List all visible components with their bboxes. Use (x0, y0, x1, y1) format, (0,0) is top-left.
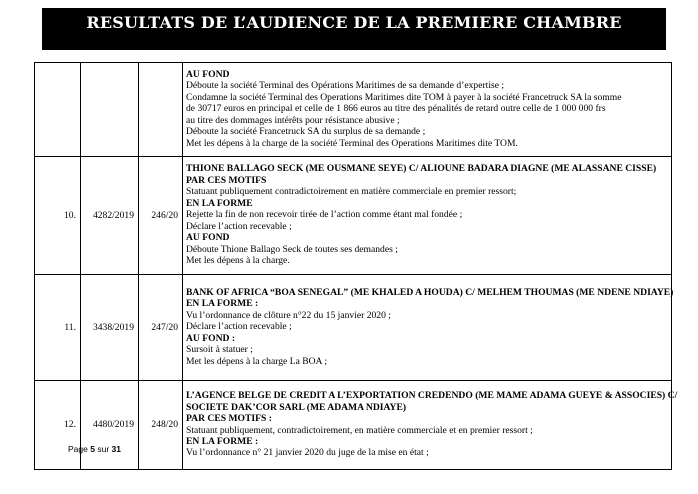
decision-line: de 30717 euros en principal et celle de 1 866 euros au titre des pénalités de retard outre celle de 1 000 000 frs (186, 103, 606, 115)
decision-heading: AU FOND (186, 68, 230, 80)
decision-line: Déboute la société Francetruck SA du surplus de sa demande ; (186, 126, 426, 138)
decision-line: Sursoit à statuer ; (186, 344, 253, 356)
decision-heading: PAR CES MOTIFS : (186, 413, 272, 425)
decision-text (183, 275, 672, 381)
decision-line: Vu l’ordonnance de clôture n°22 du 15 janvier 2020 ; (186, 309, 391, 321)
repertoire-number (139, 63, 183, 157)
row-number: 12. (35, 381, 81, 470)
rg-number: 4282/2019 (81, 157, 139, 275)
decision-heading: PAR CES MOTIFS (186, 174, 267, 186)
decision-text (183, 157, 672, 275)
decision-line: Met les dépens à la charge de la société Terminal des Operations Maritimes dite TOM. (186, 137, 518, 149)
decision-line: Déboute la société Terminal des Opérations Maritimes de sa demande d’expertise ; (186, 80, 505, 92)
row-number: 10. (35, 157, 81, 275)
page-title-banner (42, 8, 666, 50)
decision-heading: AU FOND : (186, 332, 236, 344)
decision-line: au titre des dommages intérêts pour résistance abusive ; (186, 114, 400, 126)
decision-line: Déboute Thione Ballago Seck de toutes ses demandes ; (186, 243, 398, 255)
decision-heading: EN LA FORME : (186, 298, 259, 310)
decision-line: Rejette la fin de non recevoir tirée de l’action comme étant mal fondée ; (186, 209, 463, 221)
decision-heading: AU FOND (186, 232, 230, 244)
decision-line: Condamne la société Terminal des Operations Maritimes dite TOM à payer à la société Francetruck SA la somme (186, 91, 622, 103)
footer-page-word: Page (68, 444, 88, 454)
page-title: RESULTATS DE L’AUDIENCE DE LA PREMIERE CHAMBRE (86, 13, 622, 32)
decision-line: Déclare l’action recevable ; (186, 321, 292, 333)
repertoire-number: 248/20 (139, 381, 183, 470)
results-table (34, 62, 678, 470)
decision-text (183, 381, 678, 470)
row-number: 11. (35, 275, 81, 381)
rg-number: 4480/2019 (81, 381, 139, 470)
decision-heading: SOCIETE DAK’COR SARL (ME ADAMA NDIAYE) (186, 401, 407, 413)
table-row (35, 275, 672, 381)
decision-heading: EN LA FORME (186, 197, 253, 209)
decision-line: Vu l’ordonnance n° 21 janvier 2020 du juge de la mise en état ; (186, 447, 429, 459)
rg-number (81, 63, 139, 157)
footer-sur: sur (97, 444, 110, 454)
decision-line: Met les dépens à la charge. (186, 255, 290, 267)
decision-heading: BANK OF AFRICA “BOA SENEGAL” (ME KHALED A HOUDA) C/ MELHEM THOUMAS (ME NDENE NDIAYE) (186, 286, 674, 298)
decision-line: Déclare l’action recevable ; (186, 220, 292, 232)
footer-page-total: 31 (111, 444, 121, 454)
decision-heading: THIONE BALLAGO SECK (ME OUSMANE SEYE) C/ ALIOUNE BADARA DIAGNE (ME ALASSANE CISSE) (186, 163, 657, 175)
decision-text (183, 63, 672, 157)
page-footer (68, 444, 121, 454)
decision-line: Statuant publiquement, contradictoirement, en matière commerciale et en premier ressort ; (186, 424, 533, 436)
decision-line: Statuant publiquement contradictoirement en matière commerciale en premier ressort; (186, 186, 517, 198)
table-row (35, 381, 672, 470)
decision-heading: EN LA FORME : (186, 435, 259, 447)
repertoire-number: 247/20 (139, 275, 183, 381)
rg-number: 3438/2019 (81, 275, 139, 381)
table-row (35, 157, 672, 275)
row-number (35, 63, 81, 157)
decision-heading: L’AGENCE BELGE DE CREDIT A L’EXPORTATION CREDENDO (ME MAME ADAMA GUEYE & ASSOCIES) C/ (186, 390, 678, 402)
footer-page-number: 5 (90, 444, 95, 454)
repertoire-number: 246/20 (139, 157, 183, 275)
decision-line: Met les dépens à la charge La BOA ; (186, 355, 328, 367)
table-row (35, 63, 672, 157)
